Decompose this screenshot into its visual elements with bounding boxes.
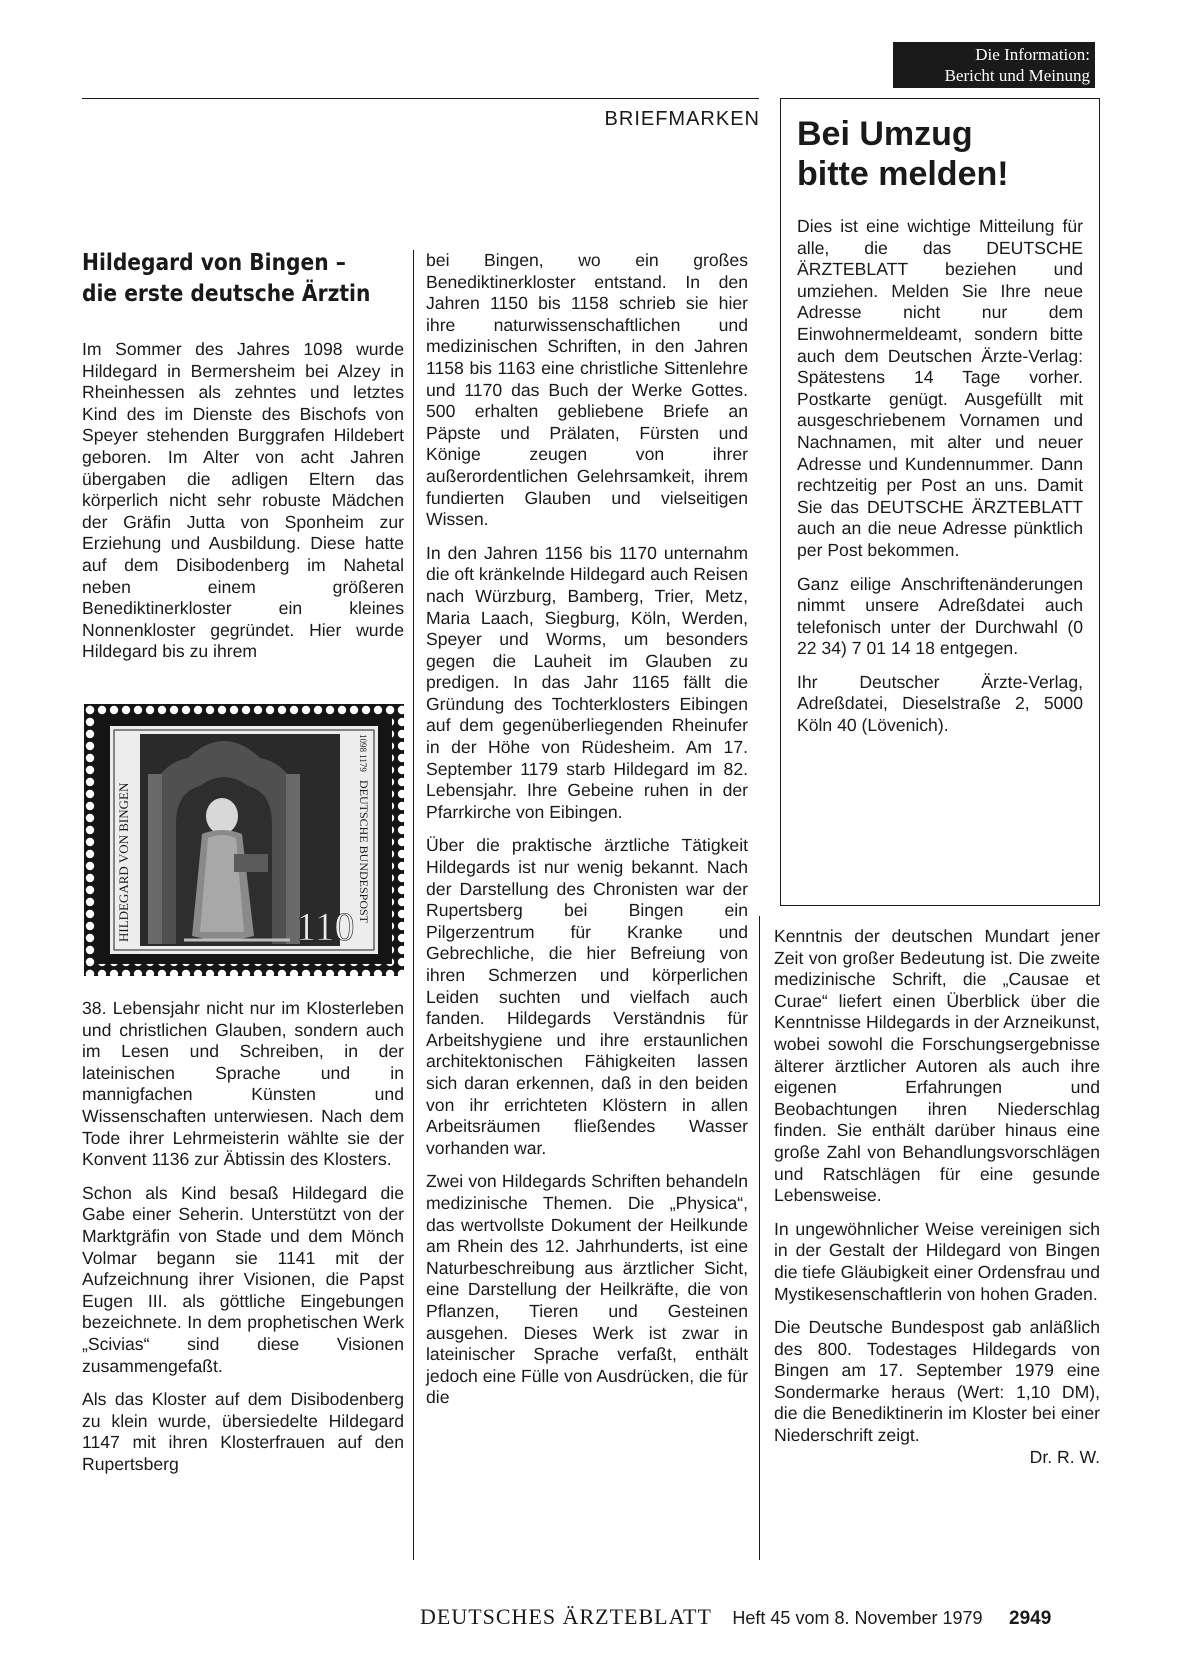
notice-paragraph: Dies ist eine wichtige Mitteilung für alle, die das DEUTSCHE ÄRZTEBLATT beziehen und umziehen. Melden Sie Ihre neue Adresse nicht nur dem Einwohnermeldeamt, sondern bitte auch dem Deutschen Ärzte-Verlag: Spätestens 14 Tage vorher. Postkarte genügt. Ausgefüllt mit ausgeschriebenem Vornamen und Nachnamen, mit alter und neuer Adresse und Kundennummer. Dann rechtzeitig per Post an uns. Damit Sie das DEUTSCHE ÄRZTEBLATT auch an die neue Adresse pünktlich per Post bekommen. xyxy=(797,216,1083,560)
rubric-label: BRIEFMARKEN xyxy=(604,108,760,130)
article-paragraph: Als das Kloster auf dem Disibodenberg zu klein wurde, übersiedelte Hildegard 1147 mit ihren Klosterfrauen auf den Rupertsberg xyxy=(82,1389,404,1474)
headline-line-2: die erste deutsche Ärztin xyxy=(82,281,371,307)
article-paragraph: Im Sommer des Jahres 1098 wurde Hildegard in Bermersheim bei Alzey in Rheinhessen als zehntes und letztes Kind des im Dienste des Bischofs von Speyer stehenden Burggrafen Hildebert geboren. Im Alter von acht Jahren übergaben die adligen Eltern das körperlich nicht sehr robuste Mädchen der Gräfin Jutta von Sponheim zur Erziehung und Ausbildung. Diese hatte auf dem Disibodenberg im Nahetal neben einem größeren Benediktinerkloster ein kleines Nonnenkloster gegründet. Hier wurde Hildegard bis zu ihrem xyxy=(82,339,404,662)
stamp-value: 110 xyxy=(296,904,355,949)
article-paragraph: Über die praktische ärztliche Tätigkeit Hildegards ist nur wenig bekannt. Nach der Darstellung des Chronisten war der Rupertsberg bei Bingen ein Pilgerzentrum für Kranke und Gebrechliche, die hier Befreiung von ihren Schmerzen und körperlichen Leiden suchten und vielfach auch fanden. Hildegards Verständnis für Arbeitshygiene und ihre erstaunlichen architektonischen Fähigkeiten lassen sich daran erkennen, daß in den beiden von ihr errichteten Klöstern in allen Arbeitsräumen fließendes Wasser vorhanden war. xyxy=(426,835,748,1158)
column-1-bottom xyxy=(82,998,404,1475)
notice-title-line-2: bitte melden! xyxy=(797,155,1009,193)
badge-line-2: Bericht und Meinung xyxy=(944,66,1090,85)
section-badge xyxy=(893,42,1095,88)
footer-page-number: 2949 xyxy=(1009,1608,1052,1629)
column-3 xyxy=(760,926,1100,1468)
notice-title xyxy=(797,114,1097,194)
stamp-country: DEUTSCHE BUNDESPOST xyxy=(357,780,371,924)
article-paragraph: Schon als Kind besaß Hildegard die Gabe einer Seherin. Unterstützt von der Marktgräfin von Stade und dem Mönch Volmar begann sie 1141 mit der Aufzeichnung ihrer Visionen, die Papst Eugen III. als göttliche Eingebungen bezeichnete. In dem prophetischen Werk „Scivias“ sind diese Visionen zusammengefaßt. xyxy=(82,1182,404,1376)
author-signature: Dr. R. W. xyxy=(1029,1446,1100,1467)
top-rule xyxy=(82,98,759,99)
article-last-paragraph: Die Deutsche Bundespost gab anläßlich des 800. Todestages Hildegards von Bingen am 17. September 1979 eine Sondermarke heraus (Wert: 1,10 DM), die die Benediktinerin im Kloster bei einer Niederschrift zeigt. xyxy=(774,1317,1100,1446)
headline-line-1: Hildegard von Bingen – xyxy=(82,250,346,276)
stamp-side-text: HILDEGARD VON BINGEN xyxy=(116,782,131,942)
article-paragraph xyxy=(774,1317,1100,1468)
notice-paragraph: Ganz eilige Anschriftenänderungen nimmt unsere Adreßdatei auch telefonisch unter der Durchwahl (0 22 34) 7 01 14 18 entgegen. xyxy=(797,573,1083,659)
page-footer xyxy=(420,1604,1100,1632)
badge-line-1: Die Information: xyxy=(975,45,1090,64)
article-paragraph: In den Jahren 1156 bis 1170 unternahm die oft kränkelnde Hildegard auch Reisen nach Würzburg, Bamberg, Trier, Metz, Maria Laach, Siegburg, Köln, Werden, Speyer und Worms, um besonders gegen die Lauheit im Glauben zu predigen. In das Jahr 1165 fällt die Gründung des Tochterklosters Eibingen auf dem gegenüberliegenden Rheinufer in der Höhe von Rüdesheim. Am 17. September 1179 starb Hildegard im 82. Lebensjahr. Ihre Gebeine ruhen in der Pfarrkirche von Eibingen. xyxy=(426,542,748,822)
article-headline xyxy=(82,248,371,310)
notice-paragraph: Ihr Deutscher Ärzte-Verlag, Adreßdatei, Dieselstraße 2, 5000 Köln 40 (Lövenich). xyxy=(797,671,1083,736)
article-paragraph: Kenntnis der deutschen Mundart jener Zeit von großer Bedeutung ist. Die zweite medizinische Schrift, die „Causae et Curae“ liefert einen Überblick über die Kenntnisse Hildegards in der Arzneikunst, wobei sowohl die Forschungsergebnisse älterer ärztlicher Autoren als auch ihre eigenen Erfahrungen und Beobachtungen ihren Niederschlag finden. Sie enthält darüber hinaus eine große Zahl von Behandlungsvorschlägen und Ratschlägen für eine gesunde Lebensweise. xyxy=(774,926,1100,1206)
column-2 xyxy=(426,250,748,1409)
footer-issue: Heft 45 vom 8. November 1979 xyxy=(732,1608,983,1628)
article-paragraph: 38. Lebensjahr nicht nur im Klosterleben und christlichen Glauben, sondern auch im Lesen und Schreiben, in der lateinischen Sprache und in mannigfachen Künsten und Wissenschaften unterwiesen. Nach dem Tode ihrer Lehrmeisterin wählte sie der Konvent 1136 zur Äbtissin des Klosters. xyxy=(82,998,404,1170)
stamp-image xyxy=(84,704,404,976)
article-paragraph: bei Bingen, wo ein großes Benediktinerkloster entstand. In den Jahren 1150 bis 1158 schrieb sie hier ihre naturwissenschaftlichen und medizinischen Schriften, in den Jahren 1158 bis 1163 eine christliche Sittenlehre und 1170 das Buch der Werke Gottes. 500 erhalten gebliebene Briefe an Päpste und Prälaten, Fürsten und Könige zeugen von ihrer außerordentlichen Gelehrsamkeit, ihrem fundierten Glauben und vielseitigen Wissen. xyxy=(426,250,748,530)
footer-journal-name: DEUTSCHES ÄRZTEBLATT xyxy=(420,1604,712,1629)
stamp-years: 1098 1179 xyxy=(358,734,368,772)
column-rule-1 xyxy=(413,250,414,1560)
article-paragraph: In ungewöhnlicher Weise vereinigen sich in der Gestalt der Hildegard von Bingen die tiefe Gläubigkeit einer Ordensfrau und Mystikesenschaftlerin von hohen Graden. xyxy=(774,1218,1100,1304)
column-1-top xyxy=(82,339,404,663)
notice-text xyxy=(797,216,1083,737)
notice-title-line-1: Bei Umzug xyxy=(797,115,973,153)
article-paragraph: Zwei von Hildegards Schriften behandeln medizinische Themen. Die „Physica“, das wertvollste Dokument der Heilkunde am Rhein des 12. Jahrhunderts, ist eine Naturbeschreibung aus ärztlicher Sicht, eine Darstellung der Heilkräfte, die von Pflanzen, Tieren und Gesteinen ausgehen. Dieses Werk ist zwar in lateinischer Sprache verfaßt, enthält jedoch eine Fülle von Ausdrücken, die für die xyxy=(426,1171,748,1408)
